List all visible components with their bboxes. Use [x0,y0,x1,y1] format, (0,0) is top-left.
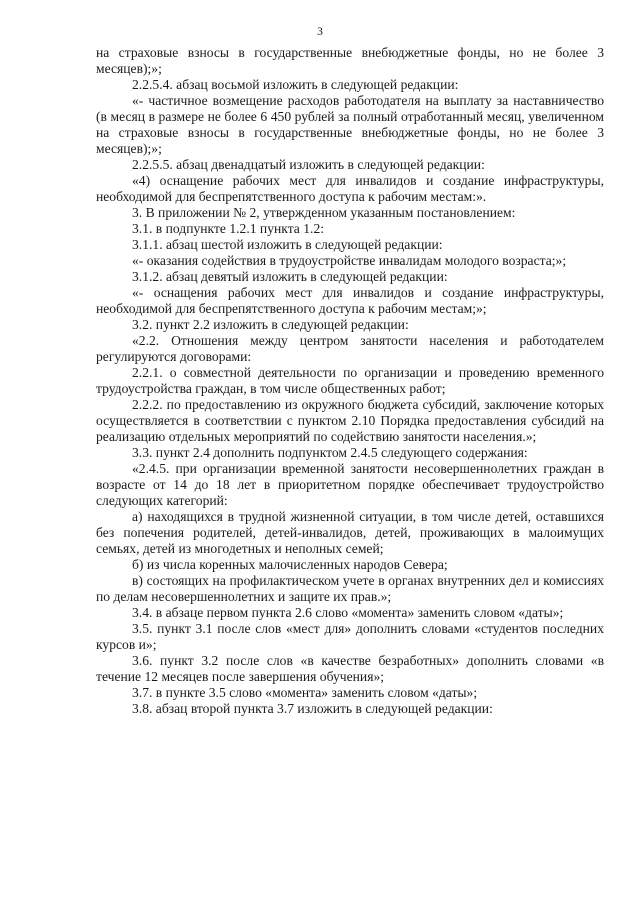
paragraph: «2.2. Отношения между центром занятости населения и работодателем регулируются договорами: [96,333,604,364]
paragraph: 3.6. пункт 3.2 после слов «в качестве безработных» дополнить словами «в течение 12 месяцев после завершения обучения»; [96,653,604,684]
paragraph: 3.8. абзац второй пункта 3.7 изложить в следующей редакции: [132,701,493,716]
paragraph: «- частичное возмещение расходов работодателя на выплату за наставничество (в месяц в размере не более 6 450 рублей за полный отработанный месяц, увеличенном на страховые взносы в государственные внебюджетные фонды, но не более 3 месяцев);»; [96,93,604,156]
paragraph: 2.2.5.4. абзац восьмой изложить в следующей редакции: [132,77,459,92]
paragraph: «- оказания содействия в трудоустройстве инвалидам молодого возраста;»; [132,253,567,268]
paragraph: 3.4. в абзаце первом пункта 2.6 слово «момента» заменить словом «даты»; [132,605,564,620]
paragraph: 3.3. пункт 2.4 дополнить подпунктом 2.4.5 следующего содержания: [132,445,528,460]
paragraph: 3. В приложении № 2, утвержденном указанным постановлением: [132,205,516,220]
paragraph: 3.1. в подпункте 1.2.1 пункта 1.2: [132,221,325,236]
paragraph: 2.2.5.5. абзац двенадцатый изложить в следующей редакции: [132,157,485,172]
page-number: 3 [317,26,323,38]
paragraph: 3.7. в пункте 3.5 слово «момента» заменить словом «даты»; [132,685,478,700]
paragraph: в) состоящих на профилактическом учете в органах внутренних дел и комиссиях по делам несовершеннолетних и защите их прав.»; [96,573,604,604]
paragraph: 2.2.2. по предоставлению из окружного бюджета субсидий, заключение которых осуществляется в соответствии с пунктом 2.10 Порядка предоставления субсидий на реализацию отдельных мероприятий по содействию занятости населения.»; [96,397,604,444]
paragraph: 3.2. пункт 2.2 изложить в следующей редакции: [132,317,409,332]
paragraph: а) находящихся в трудной жизненной ситуации, в том числе детей, оставшихся без попечения родителей, детей-инвалидов, детей, проживающих в малоимущих семьях, детей из многодетных и неполных семей; [96,509,604,556]
paragraph: «- оснащения рабочих мест для инвалидов и создание инфраструктуры, необходимой для беспрепятственного доступа к рабочим местам;»; [96,285,604,316]
paragraph: на страховые взносы в государственные внебюджетные фонды, но не более 3 месяцев);»; [96,45,604,76]
paragraph: 2.2.1. о совместной деятельности по организации и проведению временного трудоустройства граждан, в том числе общественных работ; [96,365,604,396]
paragraph: 3.1.1. абзац шестой изложить в следующей редакции: [132,237,443,252]
document-body [96,45,604,717]
paragraph: 3.5. пункт 3.1 после слов «мест для» дополнить словами «студентов последних курсов и»; [96,621,604,652]
paragraph: 3.1.2. абзац девятый изложить в следующей редакции: [132,269,448,284]
paragraph: «2.4.5. при организации временной занятости несовершеннолетних граждан в возрасте от 14 до 18 лет в приоритетном порядке обеспечивает трудоустройство следующих категорий: [96,461,604,508]
paragraph: б) из числа коренных малочисленных народов Севера; [132,557,448,572]
paragraph: «4) оснащение рабочих мест для инвалидов и создание инфраструктуры, необходимой для беспрепятственного доступа к рабочим местам:». [96,173,604,204]
